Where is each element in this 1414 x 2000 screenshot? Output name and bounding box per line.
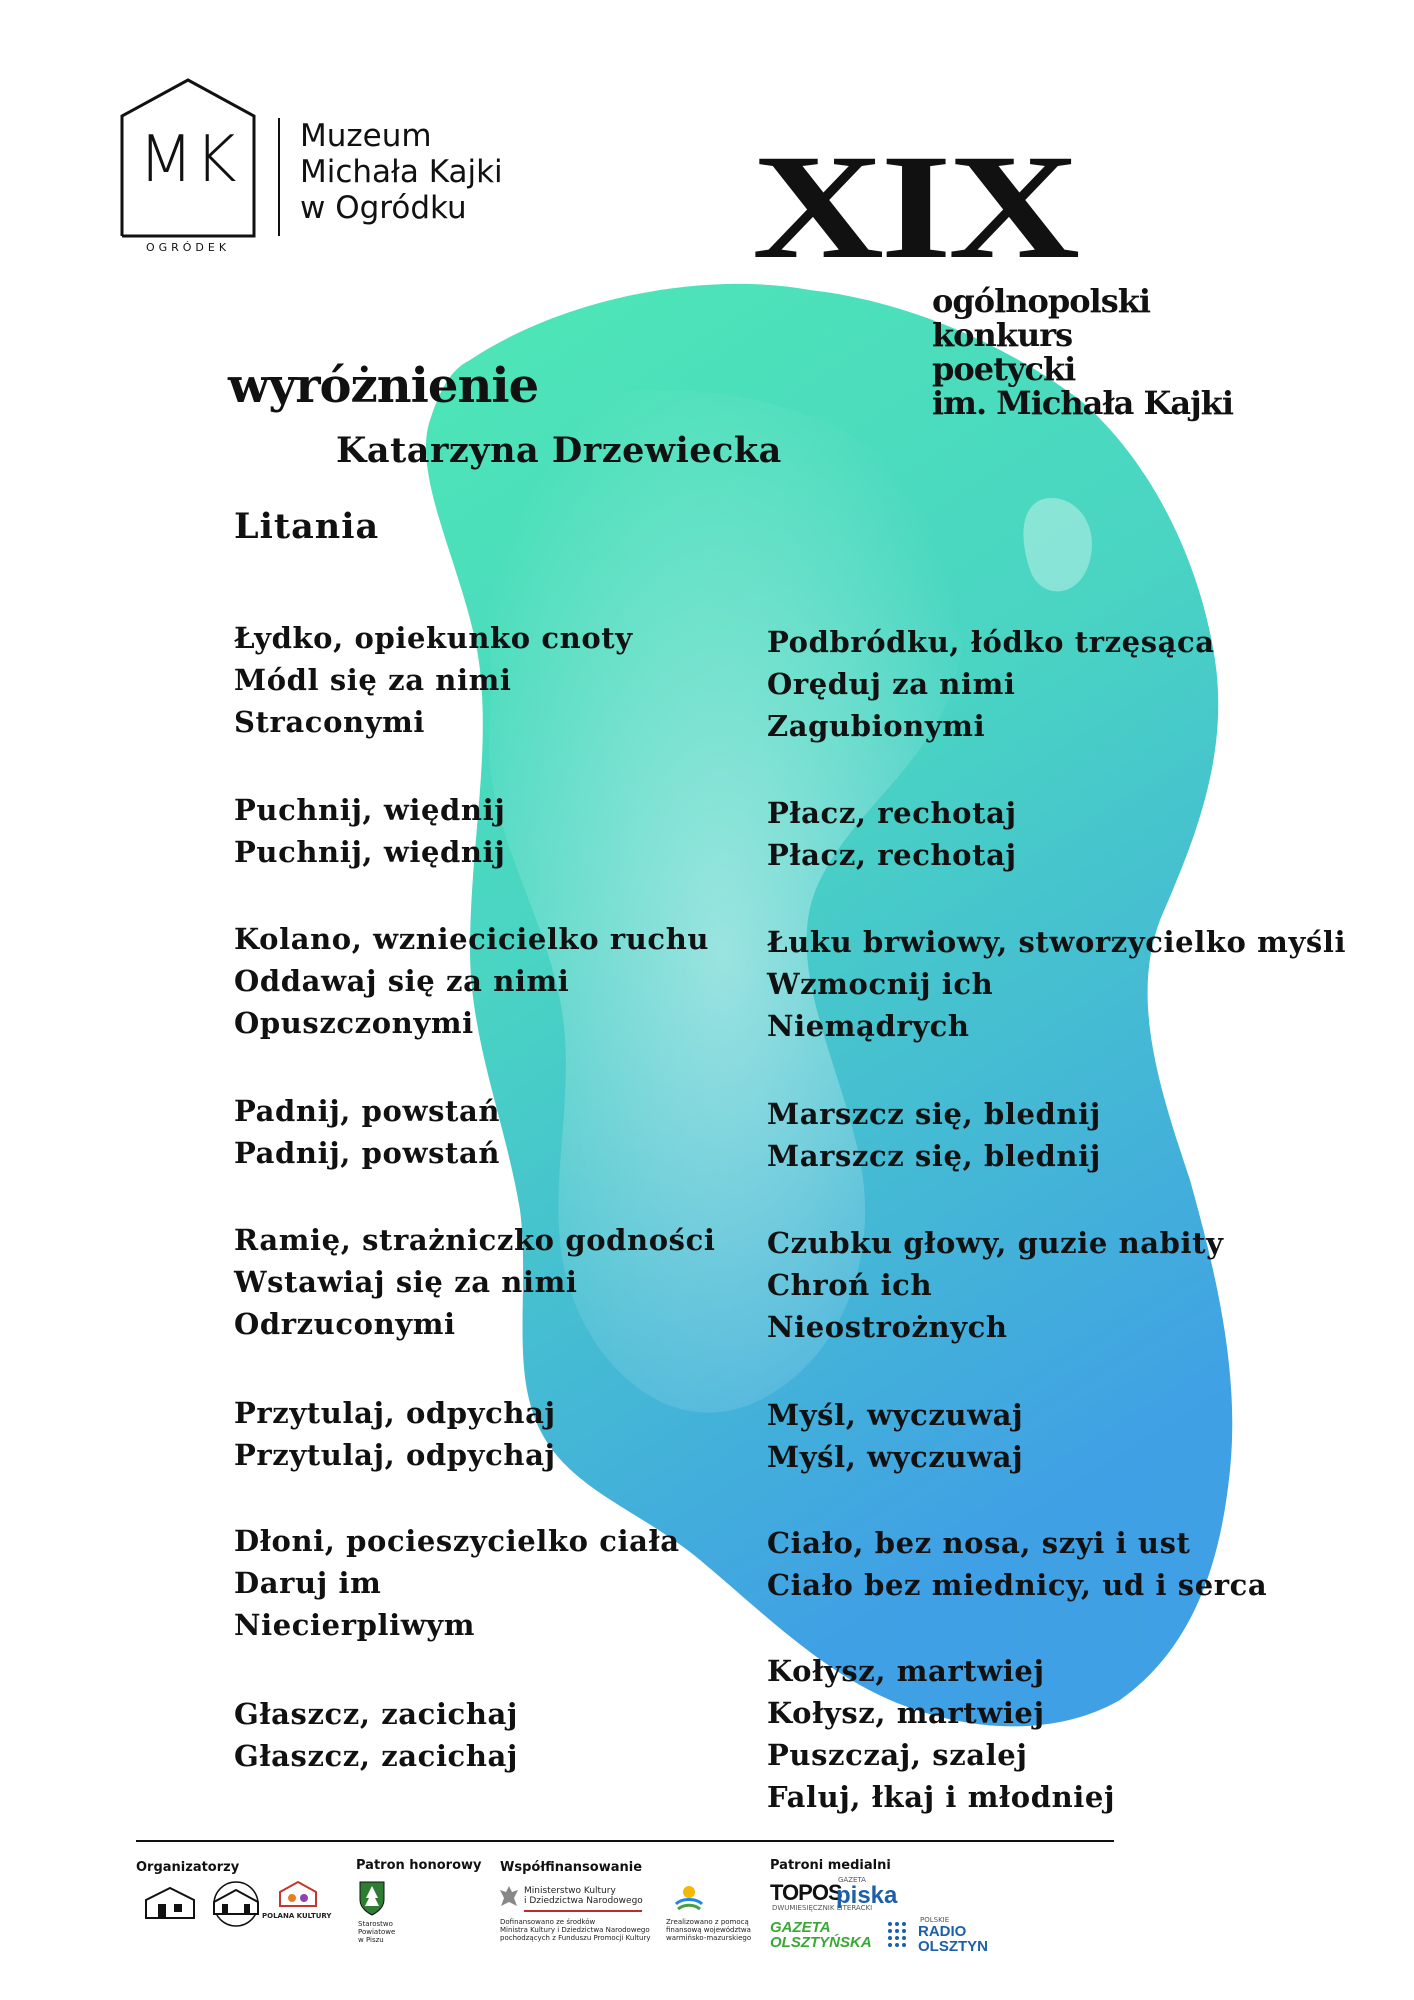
poem-title: Litania xyxy=(234,506,380,547)
poem-stanza xyxy=(767,792,1017,876)
poem-line: Straconymi xyxy=(234,705,426,739)
poem-line: Przytulaj, odpychaj xyxy=(234,1396,556,1430)
poem-line: Oddawaj się za nimi xyxy=(234,964,570,998)
poem-line: Czubku głowy, guzie nabity xyxy=(767,1226,1224,1260)
poem-stanza xyxy=(234,617,633,743)
gazeta-olsztynska-line: GAZETA xyxy=(770,1919,831,1936)
museum-name-line: w Ogródku xyxy=(300,190,467,226)
author-name: Katarzyna Drzewiecka xyxy=(336,430,782,471)
poem-line: Kołysz, martwiej xyxy=(767,1696,1045,1730)
cofinancing-label: Współfinansowanie xyxy=(500,1860,643,1875)
poem-line: Przytulaj, odpychaj xyxy=(234,1438,556,1472)
poem-line: Płacz, rechotaj xyxy=(767,838,1017,872)
poem-line: Oręduj za nimi xyxy=(767,667,1016,701)
museum-name xyxy=(300,118,503,226)
award-title: wyróżnienie xyxy=(228,358,539,414)
poem-line: Wzmocnij ich xyxy=(767,967,994,1001)
organizer-museum-logo-icon xyxy=(140,1884,200,1924)
ministry-note-line: Ministra Kultury i Dziedzictwa Narodowego xyxy=(500,1926,650,1934)
polana-kultury-logo-icon xyxy=(276,1878,320,1910)
ministry-rule xyxy=(524,1910,642,1912)
poem-line: Łydko, opiekunko cnoty xyxy=(234,621,633,655)
poem-stanza xyxy=(767,921,1346,1047)
poem-line: Marszcz się, blednij xyxy=(767,1097,1101,1131)
poem-line: Wstawiaj się za nimi xyxy=(234,1265,578,1299)
poem-stanza xyxy=(234,1693,518,1777)
poem-line: Ciało, bez nosa, szyi i ust xyxy=(767,1526,1191,1560)
museum-logo-mark: MK xyxy=(138,123,238,197)
organizers-label: Organizatorzy xyxy=(136,1860,240,1875)
poem-line: Podbródku, łódko trzęsąca xyxy=(767,625,1215,659)
ministry-eagle-icon xyxy=(498,1884,520,1910)
poem-line: Głaszcz, zacichaj xyxy=(234,1697,518,1731)
region-note-line: warmińsko-mazurskiego xyxy=(666,1934,752,1942)
radio-olsztyn-line: OLSZTYN xyxy=(918,1938,988,1955)
ministry-note-line: Dofinansowano ze środków xyxy=(500,1918,596,1926)
poem-line: Nieostrożnych xyxy=(767,1310,1008,1344)
poem-stanza xyxy=(234,1392,556,1476)
topos-subtitle: DWUMIESIĘCZNIK LITERACKI xyxy=(772,1904,873,1912)
poem-line: Kołysz, martwiej xyxy=(767,1654,1045,1688)
ministry-name-line: i Dziedzictwa Narodowego xyxy=(524,1896,643,1906)
gazeta-olsztynska-logo xyxy=(770,1920,872,1950)
ministry-name-line: Ministerstwo Kultury xyxy=(524,1886,616,1896)
contest-edition-numeral: XIX xyxy=(752,124,1077,290)
museum-name-line: Michała Kajki xyxy=(300,154,503,190)
poem-line: Opuszczonymi xyxy=(234,1006,474,1040)
poem-line: Padnij, powstań xyxy=(234,1136,501,1170)
poem-line: Odrzuconymi xyxy=(234,1307,456,1341)
radio-olsztyn-dots-icon xyxy=(886,1920,912,1950)
poem-line: Módl się za nimi xyxy=(234,663,512,697)
museum-name-line: Muzeum xyxy=(300,118,432,154)
poem-stanza xyxy=(234,1090,500,1174)
poem-line: Myśl, wyczuwaj xyxy=(767,1440,1024,1474)
ministry-funding-note xyxy=(500,1918,650,1942)
gazeta-olsztynska-line: OLSZTYŃSKA xyxy=(770,1934,872,1951)
radio-olsztyn-logo xyxy=(918,1924,988,1954)
poem-line: Dłoni, pocieszycielko ciała xyxy=(234,1524,680,1558)
contest-name-line: konkurs xyxy=(932,316,1073,354)
poem-line: Puchnij, więdnij xyxy=(234,835,506,869)
poem-line: Daruj im xyxy=(234,1566,382,1600)
organizer-house-logo-icon xyxy=(200,1880,272,1928)
poem-stanza xyxy=(767,1394,1023,1478)
ministry-name xyxy=(524,1886,643,1906)
contest-name-line: poetycki xyxy=(932,350,1076,388)
poem-line: Faluj, łkaj i młodniej xyxy=(767,1780,1116,1814)
contest-name xyxy=(932,284,1233,420)
poem-stanza xyxy=(234,1520,680,1646)
honorary-patron-name xyxy=(358,1920,395,1944)
radio-olsztyn-small: POLSKIE xyxy=(920,1916,950,1924)
poem-line: Puszczaj, szalej xyxy=(767,1738,1028,1772)
poem-stanza xyxy=(767,1650,1115,1818)
gazeta-piska-logo: piska xyxy=(836,1882,898,1909)
logo-divider xyxy=(278,118,280,236)
poem-line: Chroń ich xyxy=(767,1268,933,1302)
region-logo-icon xyxy=(672,1880,706,1914)
poem-line: Zagubionymi xyxy=(767,709,986,743)
footer-divider xyxy=(136,1840,1114,1842)
honorary-patron-label: Patron honorowy xyxy=(356,1858,482,1873)
gazeta-piska-small: GAZETA xyxy=(838,1876,866,1884)
poem-stanza xyxy=(234,789,505,873)
honorary-patron-line: Powiatowe xyxy=(358,1928,396,1936)
poem-line: Puchnij, więdnij xyxy=(234,793,506,827)
contest-name-line: ogólnopolski xyxy=(932,282,1151,320)
poem-line: Ramię, strażniczko godności xyxy=(234,1223,716,1257)
county-coat-of-arms-icon xyxy=(358,1880,386,1916)
contest-name-line: im. Michała Kajki xyxy=(932,384,1233,422)
poem-stanza xyxy=(767,1522,1267,1606)
poem-stanza xyxy=(234,918,709,1044)
region-funding-note xyxy=(666,1918,751,1942)
region-note-line: finansową województwa xyxy=(666,1926,751,1934)
honorary-patron-line: Starostwo xyxy=(358,1920,393,1928)
media-patrons-label: Patroni medialni xyxy=(770,1858,891,1873)
poem-line: Ciało bez miednicy, ud i serca xyxy=(767,1568,1268,1602)
poem-stanza xyxy=(767,1093,1101,1177)
poem-stanza xyxy=(767,1222,1224,1348)
poem-line: Kolano, wzniecicielko ruchu xyxy=(234,922,710,956)
museum-logo-location: OGRÓDEK xyxy=(145,241,231,254)
topos-logo: TOPOS xyxy=(770,1880,842,1905)
poem-line: Padnij, powstań xyxy=(234,1094,501,1128)
poem-stanza xyxy=(767,621,1215,747)
region-note-line: Zrealizowano z pomocą xyxy=(666,1918,749,1926)
poem-line: Łuku brwiowy, stworzycielko myśli xyxy=(767,925,1347,959)
poem-line: Płacz, rechotaj xyxy=(767,796,1017,830)
poem-stanza xyxy=(234,1219,715,1345)
radio-olsztyn-line: RADIO xyxy=(918,1923,967,1940)
honorary-patron-line: w Piszu xyxy=(358,1936,384,1944)
poem-line: Głaszcz, zacichaj xyxy=(234,1739,518,1773)
poem-line: Niecierpliwym xyxy=(234,1608,475,1642)
polana-kultury-label: POLANA KULTURY xyxy=(262,1912,332,1920)
ministry-note-line: pochodzących z Funduszu Promocji Kultury xyxy=(500,1934,651,1942)
poem-line: Niemądrych xyxy=(767,1009,970,1043)
poem-line: Myśl, wyczuwaj xyxy=(767,1398,1024,1432)
poem-line: Marszcz się, blednij xyxy=(767,1139,1101,1173)
